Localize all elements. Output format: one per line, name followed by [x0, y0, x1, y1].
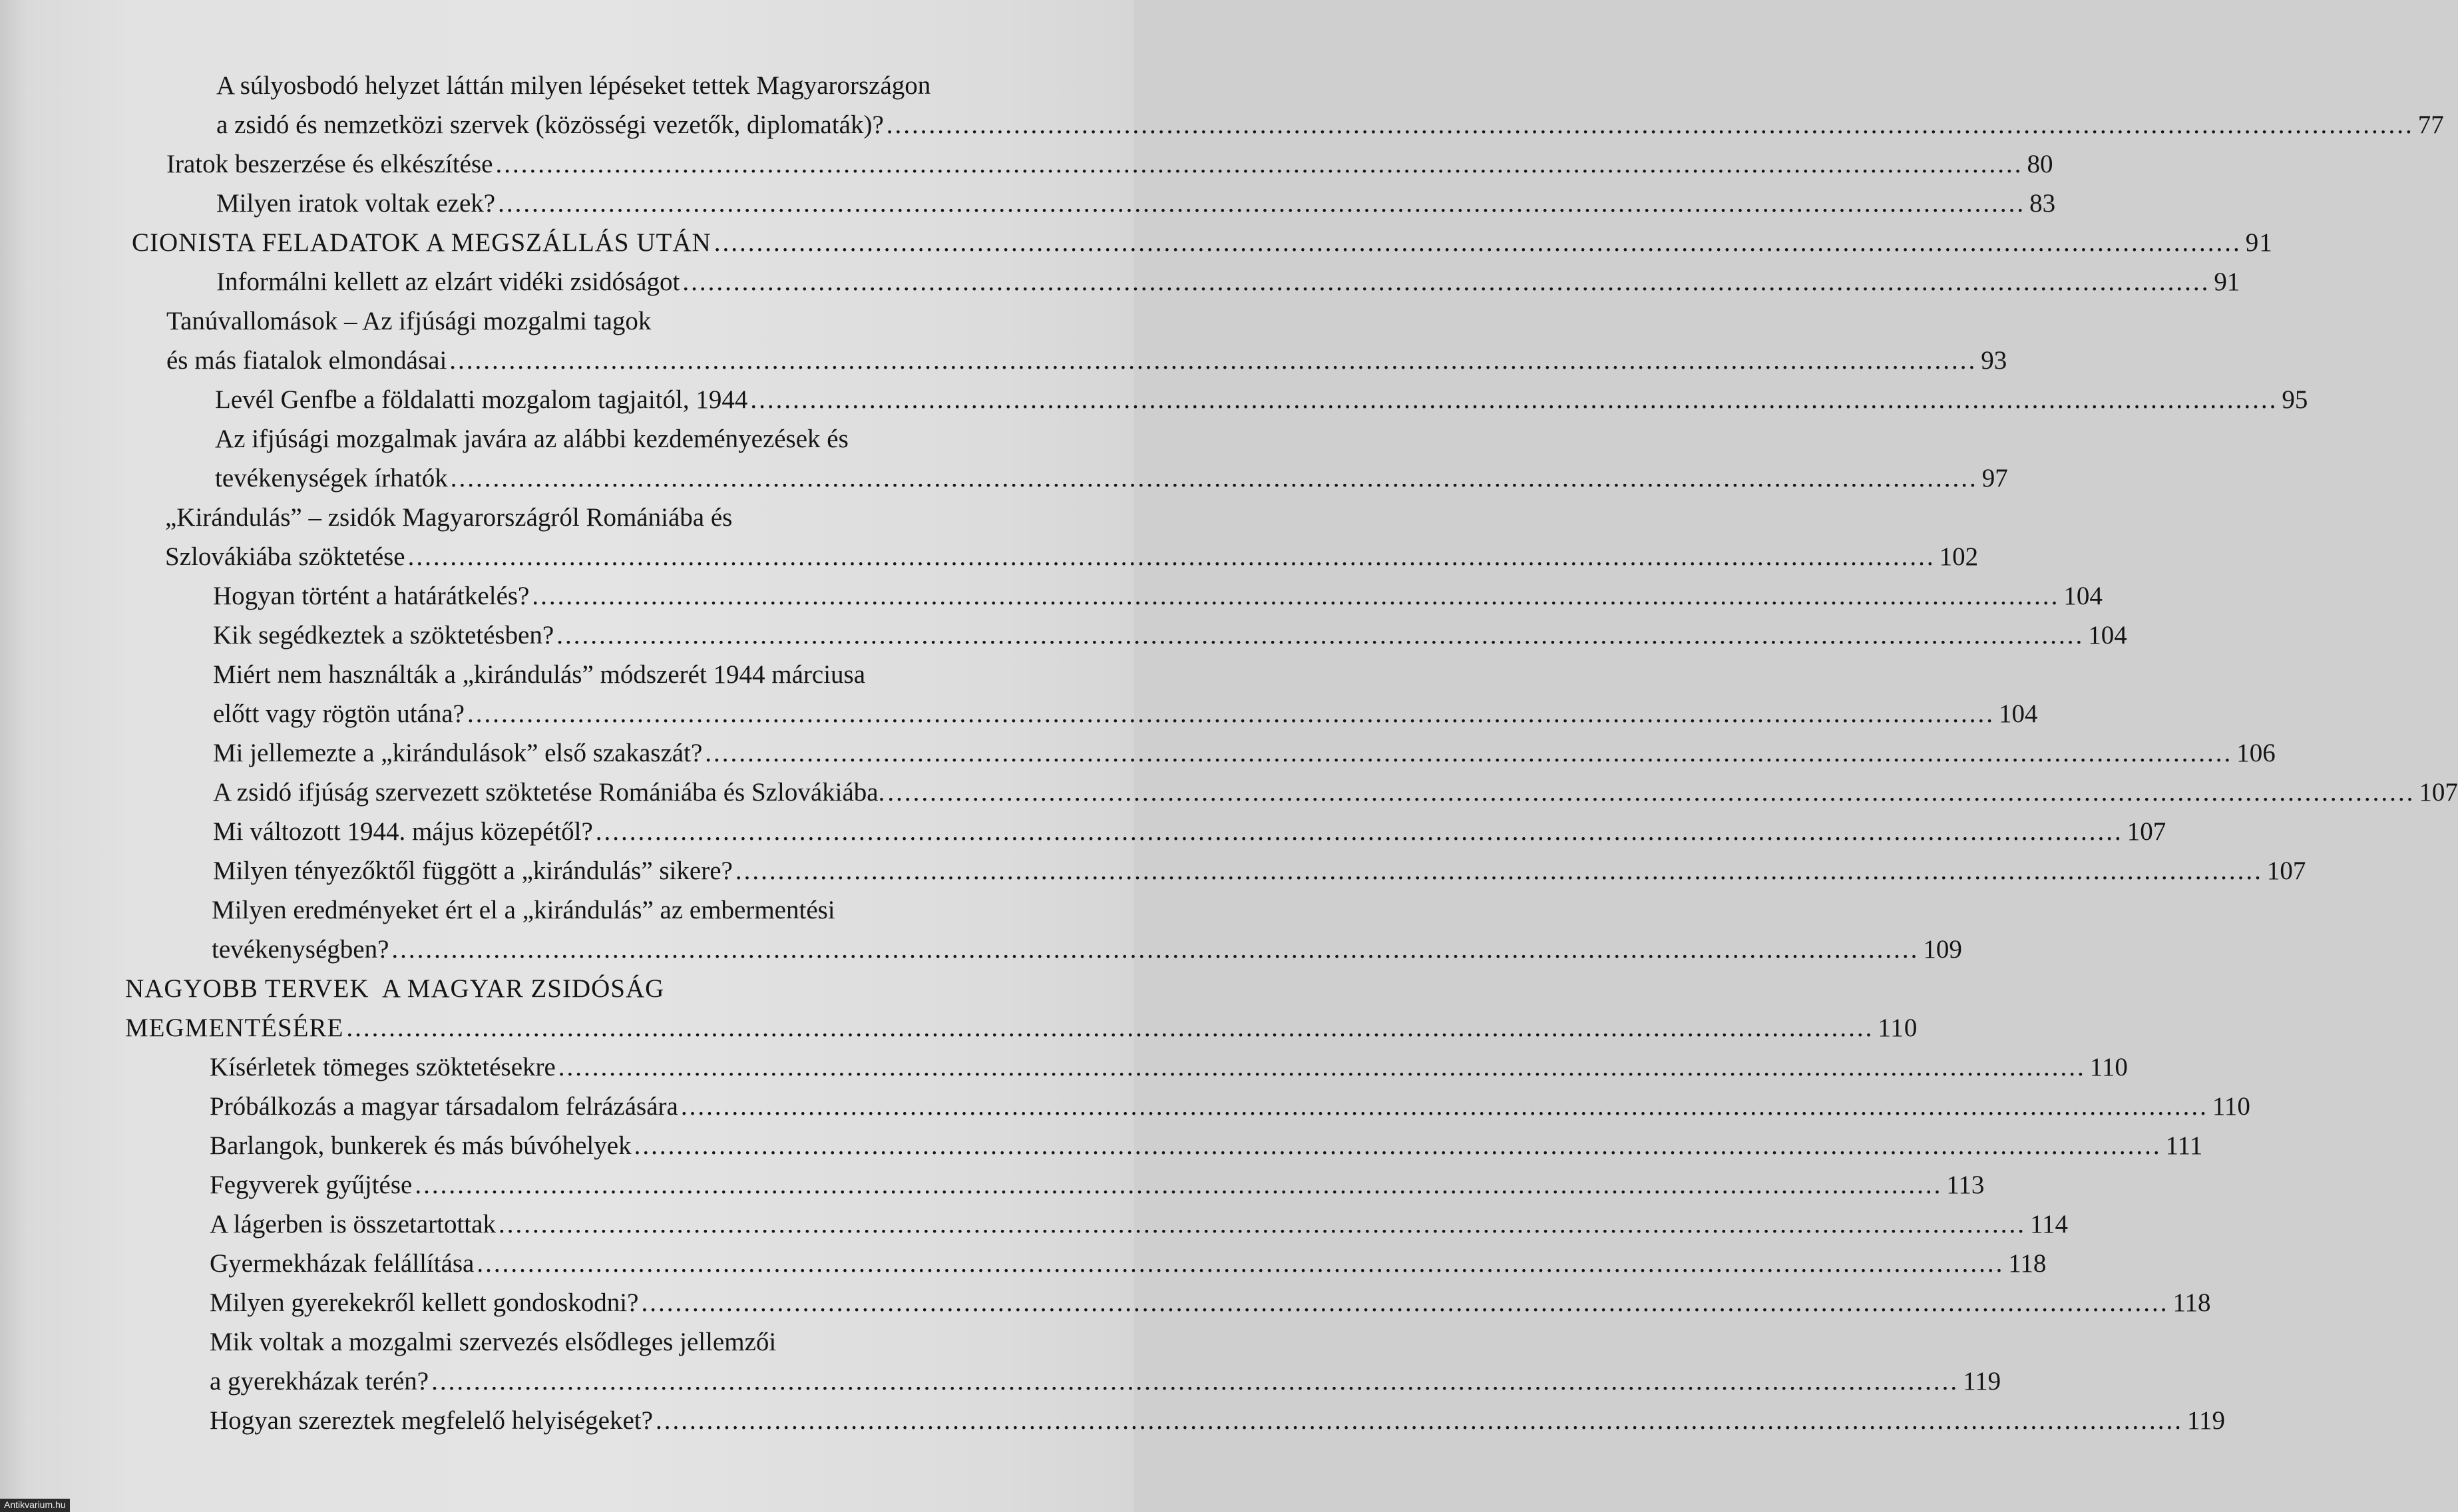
toc-entry [0, 534, 1979, 574]
toc-entry-text: Hogyan történt a határátkelés? [213, 582, 530, 610]
toc-section-heading [0, 1006, 1918, 1045]
toc-entry [0, 495, 1134, 534]
toc-page-number: 118 [2008, 1249, 2047, 1278]
toc-page-number: 106 [2236, 739, 2276, 767]
dot-leader: .................................................................................................................................................................................... [705, 739, 2233, 767]
toc-entry-text: előtt vagy rögtön utána? [213, 699, 465, 728]
toc-entry-text: Próbálkozás a magyar társadalom felrázására [210, 1092, 678, 1121]
toc-page-number: 114 [2029, 1210, 2069, 1238]
toc-page-number: 110 [2089, 1053, 2128, 1081]
dot-leader: .................................................................................................................................................................................... [641, 1288, 2169, 1317]
toc-entry-text: Mi jellemezte a „kirándulások” első szakaszát? [213, 739, 703, 767]
toc-entry [0, 1084, 2250, 1123]
dot-leader: .................................................................................................................................................................................... [714, 228, 2242, 257]
dot-leader: .................................................................................................................................................................................... [450, 464, 1978, 492]
dot-leader: .................................................................................................................................................................................... [750, 385, 2278, 414]
dot-leader: .................................................................................................................................................................................... [735, 856, 2263, 885]
toc-page-number: 104 [2063, 582, 2103, 610]
dot-leader: .................................................................................................................................................................................... [449, 346, 1977, 375]
toc-page-number: 110 [2212, 1092, 2250, 1121]
dot-leader: .................................................................................................................................................................................... [886, 110, 2414, 139]
toc-entry [0, 691, 2038, 731]
toc-entry-text: Az ifjúsági mozgalmak javára az alábbi kezdeményezések és [215, 425, 849, 453]
toc-entry-text: tevékenységben? [212, 935, 389, 964]
toc-entry [0, 338, 2007, 377]
toc-page-number: 113 [1946, 1171, 1985, 1199]
dot-leader: .................................................................................................................................................................................... [477, 1249, 2005, 1278]
toc-entry-text: Levél Genfbe a földalatti mozgalom tagjaitól, 1944 [215, 385, 748, 414]
toc-entry-text: Tanúvallomások – Az ifjúsági mozgalmi tagok [166, 307, 652, 335]
toc-entry [0, 613, 2127, 652]
toc-entry-text: Szlovákiába szöktetése [165, 542, 405, 571]
toc-entry-text: „Kirándulás” – zsidók Magyarországról Romániába és [165, 503, 733, 532]
toc-page-number: 107 [2127, 817, 2166, 846]
toc-entry-text: tevékenységek írhatók [215, 464, 448, 492]
toc-entry [0, 181, 2056, 220]
toc-entry-text: Iratok beszerzése és elkészítése [166, 150, 493, 178]
toc-entry [0, 456, 2008, 495]
toc-entry [0, 652, 1134, 691]
toc-entry-text: Hogyan szereztek megfelelő helyiségeket? [210, 1406, 653, 1435]
dot-leader: .................................................................................................................................................................................... [634, 1131, 2162, 1160]
toc-entry [0, 927, 1962, 966]
toc-page-number: 107 [2419, 778, 2458, 807]
toc-entry-text: A zsidó ifjúság szervezett szöktetése Romániába és Szlovákiába. [213, 778, 885, 807]
toc-page-number: 111 [2165, 1131, 2203, 1160]
toc-entry [0, 1359, 2001, 1398]
toc-entry-text: NAGYOBB TERVEK A MAGYAR ZSIDÓSÁG [125, 974, 665, 1003]
dot-leader: .................................................................................................................................................................................... [498, 189, 2026, 218]
toc-entry [0, 377, 2308, 417]
dot-leader: .................................................................................................................................................................................... [498, 1210, 2026, 1238]
toc-page-number: 110 [1878, 1014, 1918, 1042]
dot-leader: .................................................................................................................................................................................... [415, 1171, 1943, 1199]
toc-page-number: 95 [2282, 385, 2308, 414]
toc-entry [0, 63, 1134, 102]
dot-leader: .................................................................................................................................................................................... [467, 699, 1995, 728]
toc-entry [0, 1398, 2225, 1437]
toc-entry-text: Milyen iratok voltak ezek? [216, 189, 496, 218]
toc-entry [0, 1320, 1134, 1359]
toc-entry-text: Gyermekházak felállítása [210, 1249, 475, 1278]
toc-entry-text: a gyerekházak terén? [210, 1367, 429, 1396]
toc-page-number: 91 [2214, 268, 2240, 296]
dot-leader: .................................................................................................................................................................................... [558, 1053, 2086, 1081]
toc-entry-text: Mi változott 1944. május közepétől? [213, 817, 593, 846]
toc-page-number: 104 [1998, 699, 2038, 728]
dot-leader: .................................................................................................................................................................................... [655, 1406, 2183, 1435]
toc-entry-text: Kísérletek tömeges szöktetésekre [210, 1053, 556, 1081]
toc-entry [0, 888, 1134, 927]
toc-entry [0, 1045, 2128, 1084]
watermark-label: Antikvarium.hu [0, 1499, 70, 1512]
toc-entry-text: és más fiatalok elmondásai [166, 346, 447, 375]
toc-entry [0, 1123, 2203, 1163]
dot-leader: .................................................................................................................................................................................... [346, 1014, 1874, 1042]
toc-entry-text: Miért nem használták a „kirándulás” módszerét 1944 márciusa [213, 660, 866, 689]
dot-leader: .................................................................................................................................................................................... [595, 817, 2123, 846]
toc-section-heading [0, 966, 1134, 1006]
toc-page-number: 93 [1981, 346, 2007, 375]
toc-page-number: 118 [2172, 1288, 2211, 1317]
dot-leader: .................................................................................................................................................................................... [680, 1092, 2208, 1121]
dot-leader: .................................................................................................................................................................................... [407, 542, 1936, 571]
toc-entry-text: A súlyosbodó helyzet láttán milyen lépéseket tettek Magyarországon [216, 71, 931, 100]
toc-entry [0, 1163, 1985, 1202]
toc-section-heading [0, 220, 2273, 260]
dot-leader: .................................................................................................................................................................................... [556, 621, 2085, 650]
toc-entry-text: Mik voltak a mozgalmi szervezés elsődleges jellemzői [210, 1328, 777, 1356]
toc-page-number: 77 [2417, 110, 2444, 139]
toc-page-number: 97 [1981, 464, 2008, 492]
toc-entry [0, 1280, 2211, 1320]
dot-leader: .................................................................................................................................................................................... [391, 935, 1920, 964]
toc-entry-text: MEGMENTÉSÉRE [125, 1014, 344, 1042]
toc-page-number: 107 [2266, 856, 2306, 885]
toc-entry [0, 849, 2306, 888]
toc-entry [0, 1202, 2069, 1241]
toc-entry-text: Barlangok, bunkerek és más búvóhelyek [210, 1131, 632, 1160]
toc-entry [0, 299, 1134, 338]
toc-entry-text: Milyen gyerekekről kellett gondoskodni? [210, 1288, 639, 1317]
toc-entry [0, 809, 2166, 849]
toc-entry-text: CIONISTA FELADATOK A MEGSZÁLLÁS UTÁN [132, 228, 712, 257]
table-of-contents [0, 63, 2458, 1437]
dot-leader: .................................................................................................................................................................................... [495, 150, 2023, 178]
toc-page-number: 109 [1923, 935, 1962, 964]
toc-entry-text: Informálni kellett az elzárt vidéki zsidóságot [216, 268, 680, 296]
dot-leader: .................................................................................................................................................................................... [532, 582, 2060, 610]
toc-entry-text: Milyen eredményeket ért el a „kirándulás” az embermentési [212, 896, 835, 924]
toc-entry [0, 1241, 2047, 1280]
toc-page-number: 80 [2027, 150, 2053, 178]
dot-leader: .................................................................................................................................................................................... [682, 268, 2210, 296]
toc-entry [0, 260, 2240, 299]
toc-page-number: 91 [2245, 228, 2273, 257]
toc-entry [0, 770, 2458, 809]
toc-entry [0, 102, 2444, 142]
toc-entry [0, 142, 2053, 181]
toc-page-number: 119 [1963, 1367, 2001, 1396]
toc-entry-text: Kik segédkeztek a szöktetésben? [213, 621, 554, 650]
dot-leader: .................................................................................................................................................................................... [431, 1367, 1959, 1396]
toc-entry-text: Milyen tényezőktől függött a „kirándulás” sikere? [213, 856, 733, 885]
toc-page-number: 83 [2029, 189, 2056, 218]
dot-leader: .................................................................................................................................................................................... [887, 778, 2415, 807]
toc-entry [0, 417, 1134, 456]
toc-page-number: 102 [1939, 542, 1979, 571]
toc-entry [0, 574, 2103, 613]
toc-entry-text: A lágerben is összetartottak [210, 1210, 496, 1238]
toc-entry-text: Fegyverek gyűjtése [210, 1171, 413, 1199]
toc-page-number: 104 [2088, 621, 2127, 650]
toc-entry-text: a zsidó és nemzetközi szervek (közösségi vezetők, diplomaták)? [216, 110, 884, 139]
toc-entry [0, 731, 2276, 770]
toc-page-number: 119 [2186, 1406, 2225, 1435]
